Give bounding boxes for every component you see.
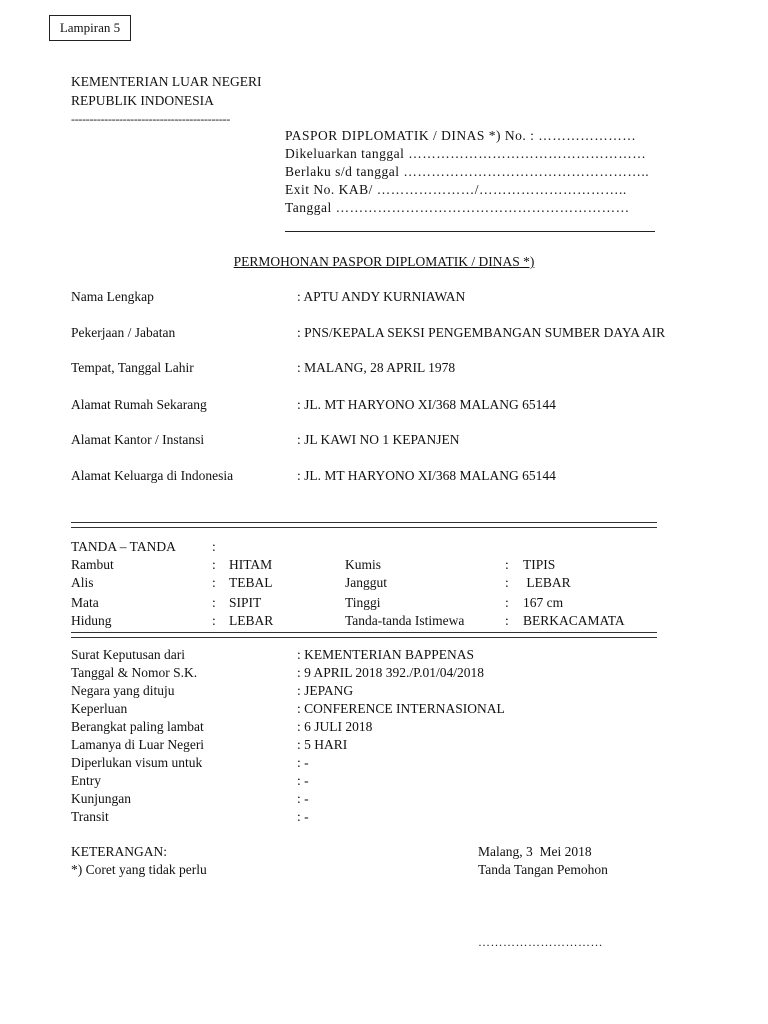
transit-label: Transit bbox=[71, 809, 109, 824]
family-address-value: : JL. MT HARYONO XI/368 MALANG 65144 bbox=[297, 468, 556, 483]
nose-value: LEBAR bbox=[229, 613, 274, 628]
special-marks-value: BERKACAMATA bbox=[523, 613, 625, 628]
passport-number-line: PASPOR DIPLOMATIK / DINAS *) No. : ………………… bbox=[285, 128, 637, 143]
mustache-label: Kumis bbox=[345, 557, 382, 572]
entry-value: : - bbox=[297, 773, 309, 788]
birth-place-date-label: Tempat, Tanggal Lahir bbox=[71, 360, 194, 375]
departure-value: : 6 JULI 2018 bbox=[297, 719, 373, 734]
colon: : bbox=[505, 613, 509, 628]
place-date: Malang, 3 Mei 2018 bbox=[478, 844, 592, 859]
exit-number-line: Exit No. KAB/ …………………/………………………….. bbox=[285, 182, 627, 197]
height-label: Tinggi bbox=[345, 595, 381, 610]
passport-box-underline bbox=[285, 231, 655, 232]
signature-label: Tanda Tangan Pemohon bbox=[478, 862, 608, 877]
family-address-label: Alamat Keluarga di Indonesia bbox=[71, 468, 234, 483]
attachment-label: Lampiran 5 bbox=[59, 20, 121, 35]
features-heading: TANDA – TANDA bbox=[71, 539, 176, 554]
visa-required-label: Diperlukan visum untuk bbox=[71, 755, 203, 770]
visit-label: Kunjungan bbox=[71, 791, 131, 806]
eyebrow-label: Alis bbox=[71, 575, 94, 590]
occupation-label: Pekerjaan / Jabatan bbox=[71, 325, 176, 340]
duration-value: : 5 HARI bbox=[297, 737, 348, 752]
departure-label: Berangkat paling lambat bbox=[71, 719, 204, 734]
duration-label: Lamanya di Luar Negeri bbox=[71, 737, 205, 752]
notes-label: KETERANGAN: bbox=[71, 844, 167, 859]
attachment-label-box bbox=[49, 15, 131, 41]
special-marks-label: Tanda-tanda Istimewa bbox=[345, 613, 465, 628]
decree-from-value: : KEMENTERIAN BAPPENAS bbox=[297, 647, 475, 662]
features-heading-colon: : bbox=[212, 539, 216, 554]
entry-label: Entry bbox=[71, 773, 101, 788]
birth-place-date-value: : MALANG, 28 APRIL 1978 bbox=[297, 360, 456, 375]
issued-date-line: Dikeluarkan tanggal …………………………………………… bbox=[285, 146, 647, 161]
visit-value: : - bbox=[297, 791, 309, 806]
destination-value: : JEPANG bbox=[297, 683, 354, 698]
office-address-value: : JL KAWI NO 1 KEPANJEN bbox=[297, 432, 460, 447]
colon: : bbox=[505, 575, 509, 590]
country-name: REPUBLIK INDONESIA bbox=[71, 93, 214, 108]
mustache-value: TIPIS bbox=[523, 557, 556, 572]
height-value: 167 cm bbox=[523, 595, 564, 610]
double-rule-top bbox=[71, 522, 657, 528]
form-title: PERMOHONAN PASPOR DIPLOMATIK / DINAS *) bbox=[233, 254, 535, 269]
colon: : bbox=[212, 557, 216, 572]
colon: : bbox=[212, 575, 216, 590]
visa-required-value: : - bbox=[297, 755, 309, 770]
destination-label: Negara yang dituju bbox=[71, 683, 175, 698]
ministry-name: KEMENTERIAN LUAR NEGERI bbox=[71, 74, 262, 89]
eyebrow-value: TEBAL bbox=[229, 575, 273, 590]
decree-date-number-value: : 9 APRIL 2018 392./P.01/04/2018 bbox=[297, 665, 485, 680]
decree-from-label: Surat Keputusan dari bbox=[71, 647, 185, 662]
hair-label: Rambut bbox=[71, 557, 114, 572]
colon: : bbox=[212, 613, 216, 628]
hair-value: HITAM bbox=[229, 557, 273, 572]
header-separator: ------------------------------------------- bbox=[71, 112, 230, 126]
full-name-label: Nama Lengkap bbox=[71, 289, 154, 304]
signature-line: ………………………… bbox=[478, 935, 603, 949]
beard-label: Janggut bbox=[345, 575, 387, 590]
home-address-value: : JL. MT HARYONO XI/368 MALANG 65144 bbox=[297, 397, 556, 412]
notes-text: *) Coret yang tidak perlu bbox=[71, 862, 207, 877]
colon: : bbox=[505, 595, 509, 610]
colon: : bbox=[212, 595, 216, 610]
double-rule-bottom bbox=[71, 632, 657, 638]
valid-until-line: Berlaku s/d tanggal …………………………………………….. bbox=[285, 164, 650, 179]
occupation-value: : PNS/KEPALA SEKSI PENGEMBANGAN SUMBER DAYA AIR bbox=[297, 325, 666, 340]
full-name-value: : APTU ANDY KURNIAWAN bbox=[297, 289, 466, 304]
eyes-label: Mata bbox=[71, 595, 99, 610]
date-line: Tanggal ……………………………………………………… bbox=[285, 200, 630, 215]
eyes-value: SIPIT bbox=[229, 595, 262, 610]
colon: : bbox=[505, 557, 509, 572]
nose-label: Hidung bbox=[71, 613, 112, 628]
purpose-label: Keperluan bbox=[71, 701, 128, 716]
beard-value: LEBAR bbox=[523, 575, 571, 590]
office-address-label: Alamat Kantor / Instansi bbox=[71, 432, 205, 447]
purpose-value: : CONFERENCE INTERNASIONAL bbox=[297, 701, 505, 716]
transit-value: : - bbox=[297, 809, 309, 824]
decree-date-number-label: Tanggal & Nomor S.K. bbox=[71, 665, 198, 680]
home-address-label: Alamat Rumah Sekarang bbox=[71, 397, 207, 412]
